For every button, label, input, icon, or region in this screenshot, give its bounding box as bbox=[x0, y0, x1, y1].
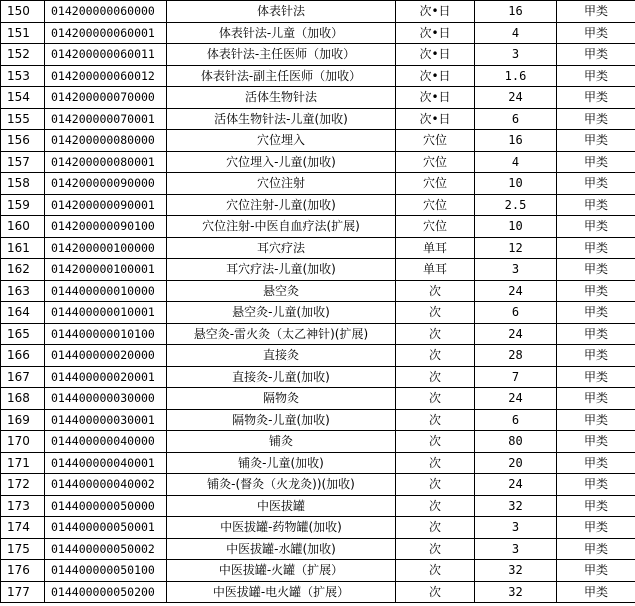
unit-cell: 次 bbox=[396, 560, 475, 582]
row-number-cell: 170 bbox=[1, 431, 45, 453]
item-code-cell: 014400000040002 bbox=[45, 474, 167, 496]
unit-cell: 单耳 bbox=[396, 237, 475, 259]
price-cell: 80 bbox=[475, 431, 557, 453]
table-row bbox=[1, 388, 635, 410]
row-number-cell: 158 bbox=[1, 173, 45, 195]
price-cell: 24 bbox=[475, 388, 557, 410]
row-number-cell: 171 bbox=[1, 452, 45, 474]
unit-cell: 穴位 bbox=[396, 151, 475, 173]
table-row bbox=[1, 431, 635, 453]
item-code-cell: 014400000030000 bbox=[45, 388, 167, 410]
category-cell: 甲类 bbox=[557, 431, 635, 453]
price-cell: 3 bbox=[475, 517, 557, 539]
category-cell: 甲类 bbox=[557, 280, 635, 302]
category-cell: 甲类 bbox=[557, 1, 635, 23]
price-cell: 3 bbox=[475, 538, 557, 560]
row-number-cell: 173 bbox=[1, 495, 45, 517]
item-code-cell: 014400000050200 bbox=[45, 581, 167, 603]
table-row bbox=[1, 495, 635, 517]
category-cell: 甲类 bbox=[557, 302, 635, 324]
table-row bbox=[1, 452, 635, 474]
category-cell: 甲类 bbox=[557, 65, 635, 87]
item-code-cell: 014400000030001 bbox=[45, 409, 167, 431]
price-cell: 7 bbox=[475, 366, 557, 388]
category-cell: 甲类 bbox=[557, 151, 635, 173]
item-code-cell: 014400000050001 bbox=[45, 517, 167, 539]
table-row bbox=[1, 173, 635, 195]
item-code-cell: 014200000060012 bbox=[45, 65, 167, 87]
item-name-cell: 中医拔罐-电火罐（扩展） bbox=[167, 581, 396, 603]
price-cell: 16 bbox=[475, 1, 557, 23]
item-code-cell: 014200000060011 bbox=[45, 44, 167, 66]
item-name-cell: 铺灸-(督灸（火龙灸))(加收) bbox=[167, 474, 396, 496]
row-number-cell: 155 bbox=[1, 108, 45, 130]
item-name-cell: 直接灸 bbox=[167, 345, 396, 367]
price-cell: 4 bbox=[475, 151, 557, 173]
unit-cell: 次 bbox=[396, 474, 475, 496]
category-cell: 甲类 bbox=[557, 345, 635, 367]
item-name-cell: 隔物灸-儿童(加收) bbox=[167, 409, 396, 431]
category-cell: 甲类 bbox=[557, 474, 635, 496]
price-cell: 3 bbox=[475, 259, 557, 281]
unit-cell: 穴位 bbox=[396, 130, 475, 152]
row-number-cell: 150 bbox=[1, 1, 45, 23]
row-number-cell: 161 bbox=[1, 237, 45, 259]
price-cell: 32 bbox=[475, 495, 557, 517]
category-cell: 甲类 bbox=[557, 130, 635, 152]
table-row bbox=[1, 65, 635, 87]
table-row bbox=[1, 108, 635, 130]
item-code-cell: 014200000100000 bbox=[45, 237, 167, 259]
price-cell: 32 bbox=[475, 581, 557, 603]
unit-cell: 次 bbox=[396, 302, 475, 324]
item-code-cell: 014200000070001 bbox=[45, 108, 167, 130]
unit-cell: 次•日 bbox=[396, 65, 475, 87]
price-cell: 12 bbox=[475, 237, 557, 259]
unit-cell: 次 bbox=[396, 431, 475, 453]
table-row bbox=[1, 345, 635, 367]
item-name-cell: 体表针法-副主任医师（加收） bbox=[167, 65, 396, 87]
table-row bbox=[1, 409, 635, 431]
category-cell: 甲类 bbox=[557, 87, 635, 109]
row-number-cell: 177 bbox=[1, 581, 45, 603]
category-cell: 甲类 bbox=[557, 22, 635, 44]
row-number-cell: 160 bbox=[1, 216, 45, 238]
item-name-cell: 体表针法-儿童（加收） bbox=[167, 22, 396, 44]
table-row bbox=[1, 87, 635, 109]
category-cell: 甲类 bbox=[557, 44, 635, 66]
row-number-cell: 172 bbox=[1, 474, 45, 496]
unit-cell: 次 bbox=[396, 409, 475, 431]
item-name-cell: 隔物灸 bbox=[167, 388, 396, 410]
row-number-cell: 174 bbox=[1, 517, 45, 539]
unit-cell: 穴位 bbox=[396, 194, 475, 216]
row-number-cell: 153 bbox=[1, 65, 45, 87]
row-number-cell: 176 bbox=[1, 560, 45, 582]
price-cell: 10 bbox=[475, 216, 557, 238]
item-name-cell: 中医拔罐-药物罐(加收) bbox=[167, 517, 396, 539]
price-cell: 6 bbox=[475, 302, 557, 324]
item-code-cell: 014400000010001 bbox=[45, 302, 167, 324]
row-number-cell: 168 bbox=[1, 388, 45, 410]
price-cell: 3 bbox=[475, 44, 557, 66]
item-code-cell: 014400000040000 bbox=[45, 431, 167, 453]
price-cell: 20 bbox=[475, 452, 557, 474]
item-code-cell: 014200000080001 bbox=[45, 151, 167, 173]
item-code-cell: 014400000010000 bbox=[45, 280, 167, 302]
table-row bbox=[1, 538, 635, 560]
table-body bbox=[1, 1, 635, 603]
unit-cell: 次 bbox=[396, 495, 475, 517]
row-number-cell: 152 bbox=[1, 44, 45, 66]
category-cell: 甲类 bbox=[557, 581, 635, 603]
unit-cell: 次•日 bbox=[396, 87, 475, 109]
item-name-cell: 中医拔罐 bbox=[167, 495, 396, 517]
price-cell: 1.6 bbox=[475, 65, 557, 87]
row-number-cell: 151 bbox=[1, 22, 45, 44]
price-cell: 28 bbox=[475, 345, 557, 367]
item-name-cell: 耳穴疗法 bbox=[167, 237, 396, 259]
row-number-cell: 169 bbox=[1, 409, 45, 431]
row-number-cell: 154 bbox=[1, 87, 45, 109]
item-name-cell: 悬空灸-儿童(加收) bbox=[167, 302, 396, 324]
row-number-cell: 159 bbox=[1, 194, 45, 216]
item-code-cell: 014400000050100 bbox=[45, 560, 167, 582]
category-cell: 甲类 bbox=[557, 216, 635, 238]
unit-cell: 穴位 bbox=[396, 173, 475, 195]
category-cell: 甲类 bbox=[557, 323, 635, 345]
row-number-cell: 175 bbox=[1, 538, 45, 560]
category-cell: 甲类 bbox=[557, 259, 635, 281]
unit-cell: 次•日 bbox=[396, 22, 475, 44]
item-name-cell: 直接灸-儿童(加收) bbox=[167, 366, 396, 388]
table-row bbox=[1, 216, 635, 238]
item-name-cell: 铺灸 bbox=[167, 431, 396, 453]
item-name-cell: 穴位注射-中医自血疗法(扩展) bbox=[167, 216, 396, 238]
item-code-cell: 014400000040001 bbox=[45, 452, 167, 474]
row-number-cell: 156 bbox=[1, 130, 45, 152]
item-name-cell: 穴位埋入-儿童(加收) bbox=[167, 151, 396, 173]
price-cell: 4 bbox=[475, 22, 557, 44]
item-name-cell: 悬空灸 bbox=[167, 280, 396, 302]
item-name-cell: 穴位注射 bbox=[167, 173, 396, 195]
price-cell: 24 bbox=[475, 474, 557, 496]
table-row bbox=[1, 1, 635, 23]
row-number-cell: 166 bbox=[1, 345, 45, 367]
table-row bbox=[1, 517, 635, 539]
unit-cell: 次•日 bbox=[396, 108, 475, 130]
row-number-cell: 164 bbox=[1, 302, 45, 324]
price-cell: 24 bbox=[475, 323, 557, 345]
price-cell: 32 bbox=[475, 560, 557, 582]
item-code-cell: 014200000060001 bbox=[45, 22, 167, 44]
table-row bbox=[1, 581, 635, 603]
unit-cell: 次•日 bbox=[396, 1, 475, 23]
item-code-cell: 014200000070000 bbox=[45, 87, 167, 109]
table-row bbox=[1, 194, 635, 216]
table-row bbox=[1, 44, 635, 66]
row-number-cell: 165 bbox=[1, 323, 45, 345]
table-row bbox=[1, 323, 635, 345]
category-cell: 甲类 bbox=[557, 388, 635, 410]
item-name-cell: 中医拔罐-水罐(加收) bbox=[167, 538, 396, 560]
table-row bbox=[1, 366, 635, 388]
category-cell: 甲类 bbox=[557, 194, 635, 216]
item-code-cell: 014200000060000 bbox=[45, 1, 167, 23]
unit-cell: 次 bbox=[396, 366, 475, 388]
category-cell: 甲类 bbox=[557, 173, 635, 195]
category-cell: 甲类 bbox=[557, 108, 635, 130]
item-code-cell: 014200000090100 bbox=[45, 216, 167, 238]
item-code-cell: 014200000100001 bbox=[45, 259, 167, 281]
item-code-cell: 014400000010100 bbox=[45, 323, 167, 345]
table-row bbox=[1, 237, 635, 259]
table-row bbox=[1, 259, 635, 281]
item-name-cell: 穴位注射-儿童(加收) bbox=[167, 194, 396, 216]
item-code-cell: 014400000050000 bbox=[45, 495, 167, 517]
item-code-cell: 014200000090001 bbox=[45, 194, 167, 216]
row-number-cell: 162 bbox=[1, 259, 45, 281]
category-cell: 甲类 bbox=[557, 452, 635, 474]
table-row bbox=[1, 474, 635, 496]
item-name-cell: 穴位埋入 bbox=[167, 130, 396, 152]
table-row bbox=[1, 560, 635, 582]
item-code-cell: 014400000050002 bbox=[45, 538, 167, 560]
category-cell: 甲类 bbox=[557, 495, 635, 517]
price-cell: 6 bbox=[475, 409, 557, 431]
price-cell: 2.5 bbox=[475, 194, 557, 216]
category-cell: 甲类 bbox=[557, 560, 635, 582]
item-name-cell: 体表针法-主任医师（加收） bbox=[167, 44, 396, 66]
item-code-cell: 014400000020001 bbox=[45, 366, 167, 388]
item-name-cell: 铺灸-儿童(加收) bbox=[167, 452, 396, 474]
category-cell: 甲类 bbox=[557, 366, 635, 388]
table-row bbox=[1, 302, 635, 324]
item-code-cell: 014200000090000 bbox=[45, 173, 167, 195]
table-row bbox=[1, 151, 635, 173]
item-name-cell: 活体生物针法 bbox=[167, 87, 396, 109]
unit-cell: 单耳 bbox=[396, 259, 475, 281]
unit-cell: 次 bbox=[396, 280, 475, 302]
price-cell: 10 bbox=[475, 173, 557, 195]
unit-cell: 次 bbox=[396, 581, 475, 603]
category-cell: 甲类 bbox=[557, 538, 635, 560]
table-row bbox=[1, 280, 635, 302]
price-cell: 24 bbox=[475, 87, 557, 109]
item-name-cell: 耳穴疗法-儿童(加收) bbox=[167, 259, 396, 281]
item-name-cell: 悬空灸-雷火灸（太乙神针)(扩展) bbox=[167, 323, 396, 345]
price-cell: 24 bbox=[475, 280, 557, 302]
category-cell: 甲类 bbox=[557, 409, 635, 431]
table-row bbox=[1, 22, 635, 44]
unit-cell: 次 bbox=[396, 452, 475, 474]
price-cell: 6 bbox=[475, 108, 557, 130]
item-name-cell: 活体生物针法-儿童(加收) bbox=[167, 108, 396, 130]
unit-cell: 穴位 bbox=[396, 216, 475, 238]
unit-cell: 次 bbox=[396, 517, 475, 539]
item-name-cell: 体表针法 bbox=[167, 1, 396, 23]
category-cell: 甲类 bbox=[557, 517, 635, 539]
price-cell: 16 bbox=[475, 130, 557, 152]
unit-cell: 次 bbox=[396, 538, 475, 560]
row-number-cell: 157 bbox=[1, 151, 45, 173]
unit-cell: 次 bbox=[396, 323, 475, 345]
table-row bbox=[1, 130, 635, 152]
item-code-cell: 014200000080000 bbox=[45, 130, 167, 152]
item-name-cell: 中医拔罐-火罐（扩展） bbox=[167, 560, 396, 582]
unit-cell: 次•日 bbox=[396, 44, 475, 66]
row-number-cell: 167 bbox=[1, 366, 45, 388]
row-number-cell: 163 bbox=[1, 280, 45, 302]
item-code-cell: 014400000020000 bbox=[45, 345, 167, 367]
category-cell: 甲类 bbox=[557, 237, 635, 259]
unit-cell: 次 bbox=[396, 345, 475, 367]
unit-cell: 次 bbox=[396, 388, 475, 410]
